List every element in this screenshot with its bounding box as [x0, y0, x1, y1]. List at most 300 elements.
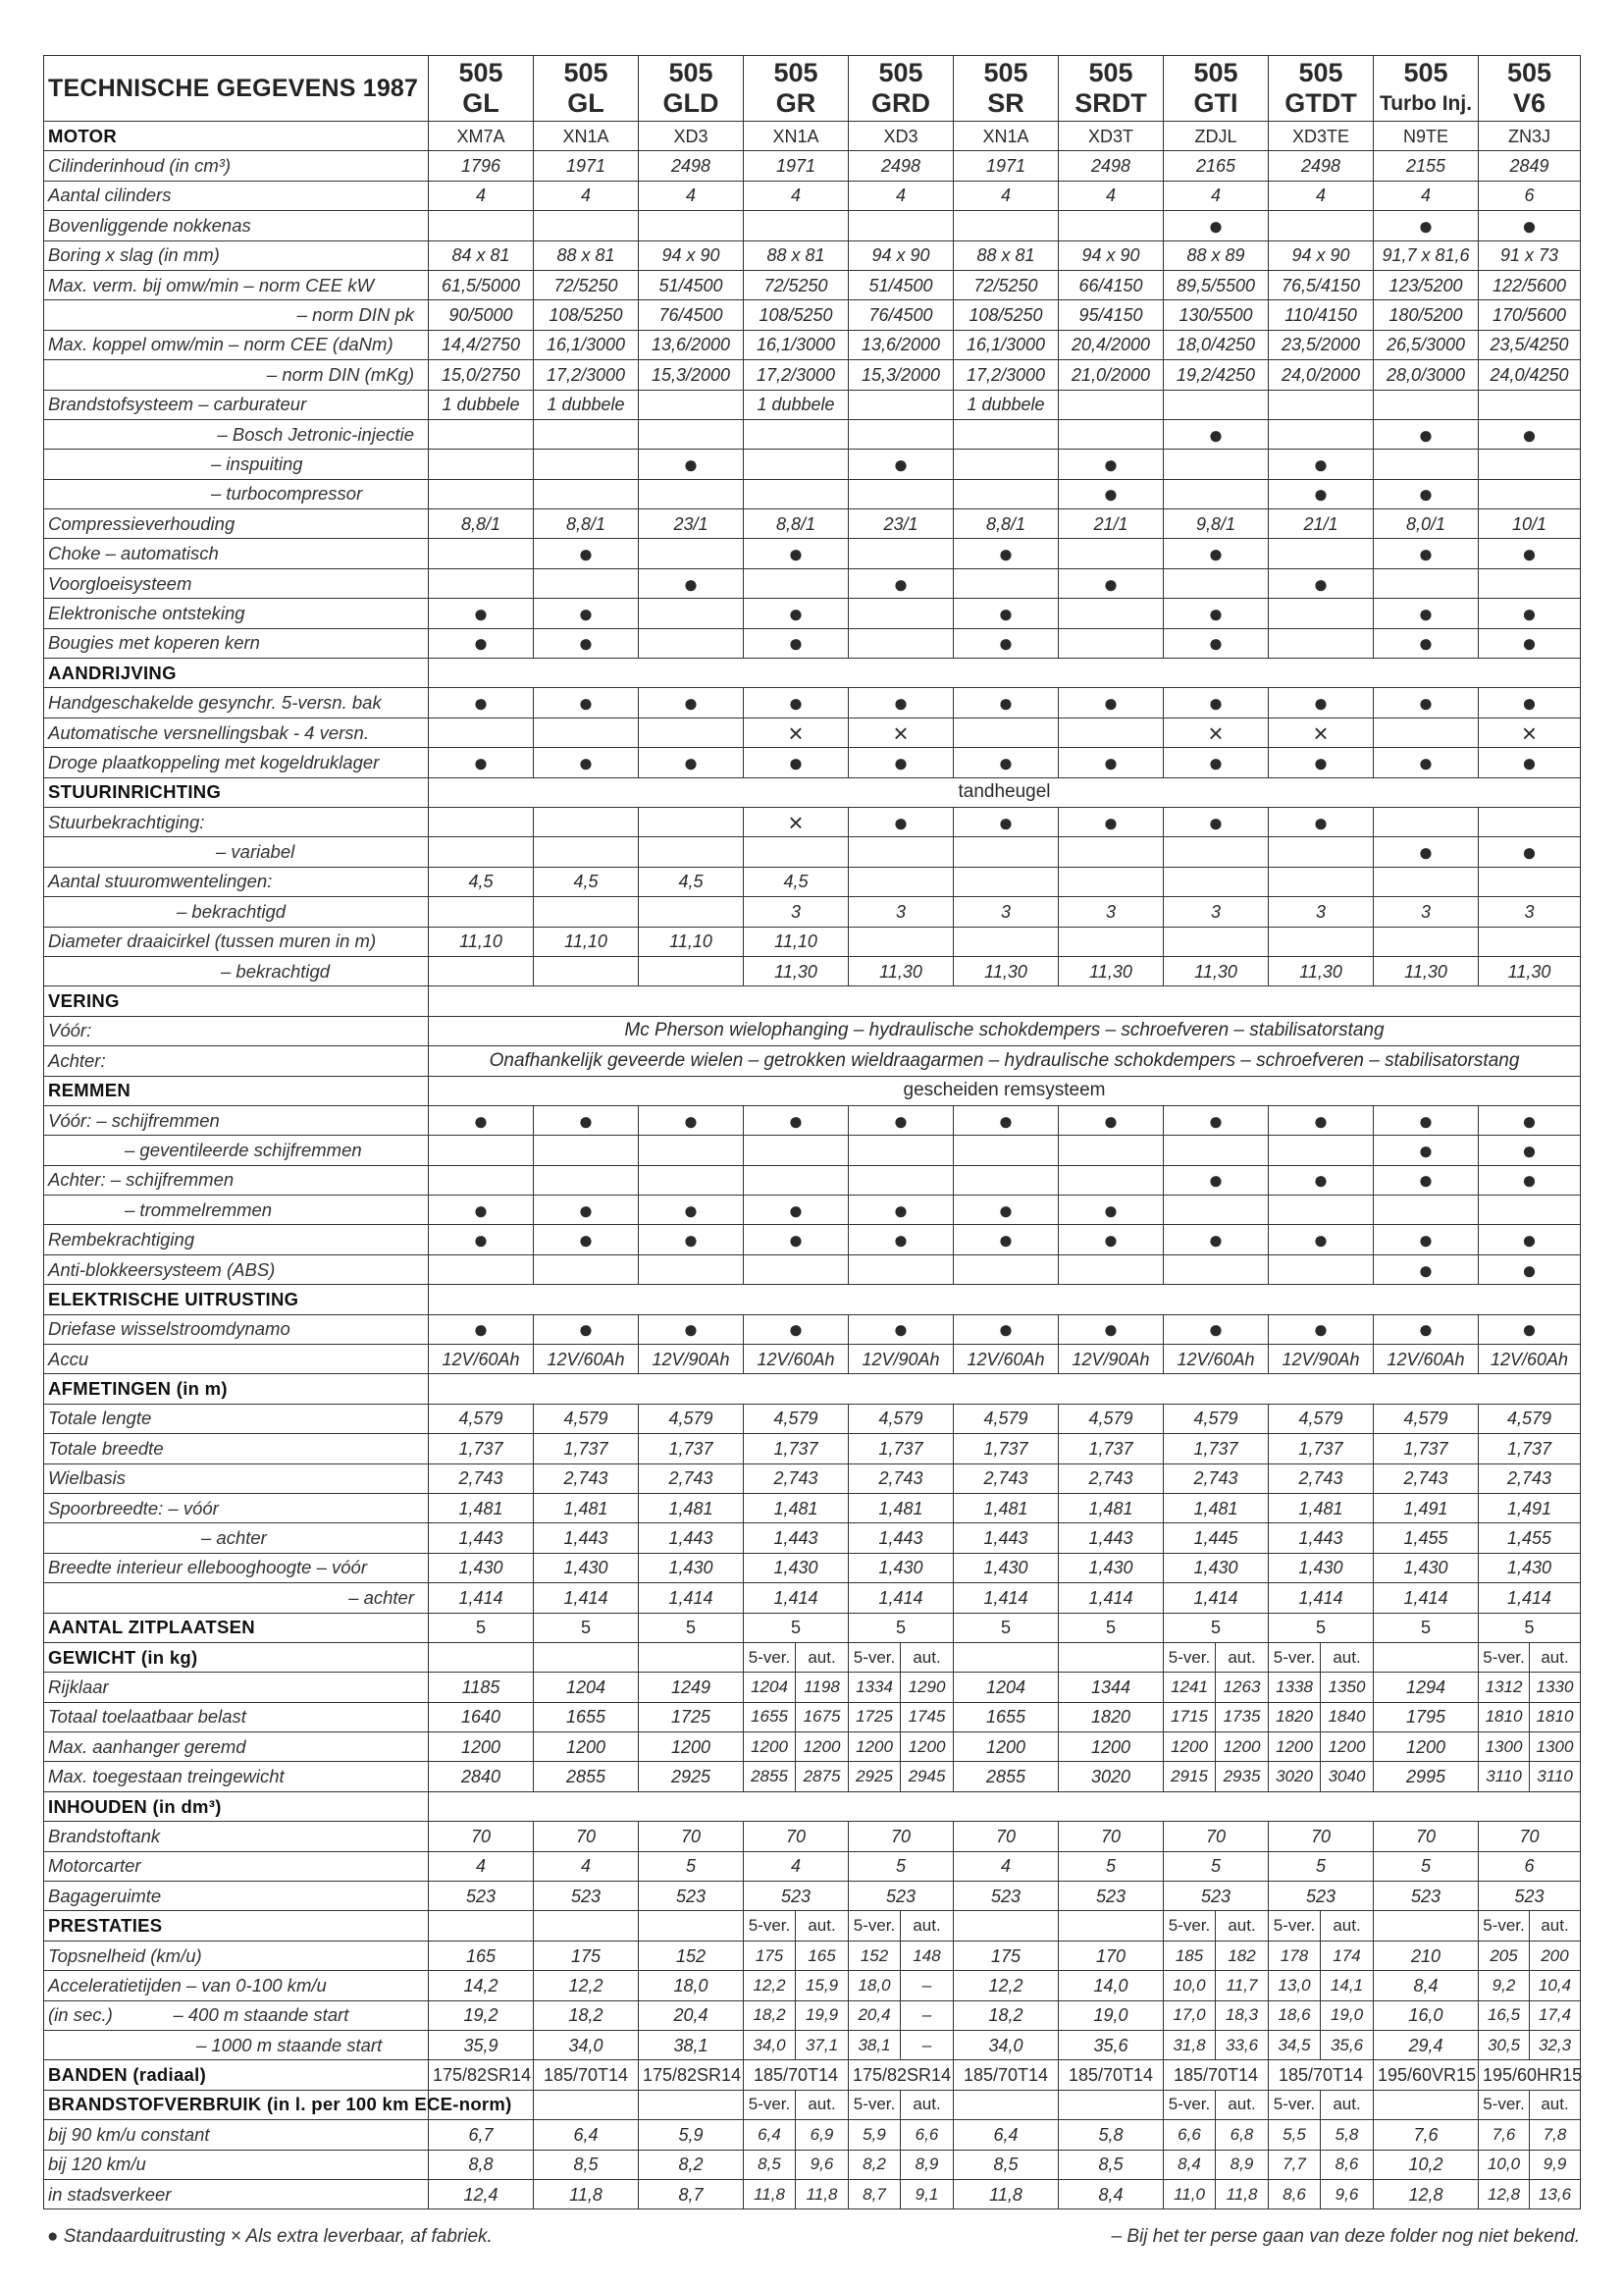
section-heading: AFMETINGEN (in m): [44, 1374, 429, 1404]
row-label: Spoorbreedte: – vóór: [44, 1493, 429, 1522]
row-label: Rembekrachtiging: [44, 1225, 429, 1254]
spec-cell: 185/70T14: [744, 2060, 849, 2090]
spec-cell: ●: [1479, 1254, 1581, 1284]
spec-cell: [639, 628, 744, 658]
spec-cell: 1,737: [639, 1434, 744, 1463]
spec-subcell: aut.: [796, 1911, 849, 1941]
spec-subcell: 1725: [849, 1702, 901, 1731]
spec-cell: 11,8: [954, 2179, 1059, 2208]
spec-cell: ●: [534, 1105, 639, 1135]
spec-subcell: 34,0: [744, 2031, 796, 2060]
model-header: [954, 56, 1059, 122]
spec-cell: [1269, 1136, 1374, 1165]
spec-cell: [639, 1254, 744, 1284]
spec-cell: 108/5250: [954, 300, 1059, 330]
spec-row: [44, 599, 1581, 628]
spec-cell: ●: [639, 1196, 744, 1225]
spec-subcell: 2935: [1216, 1762, 1269, 1791]
spec-cell: 70: [1059, 1822, 1164, 1851]
spec-cell: ●: [1059, 688, 1164, 718]
spec-cell: XD3: [849, 122, 954, 151]
spec-cell: 2855: [954, 1762, 1059, 1791]
section-heading: INHOUDEN (in dm³): [44, 1791, 429, 1821]
spec-subcell: 2945: [901, 1762, 954, 1791]
spec-row: [44, 450, 1581, 479]
spec-cell: 2165: [1164, 151, 1269, 181]
spec-subcell: 7,6: [1479, 2120, 1530, 2150]
spec-cell: XN1A: [534, 122, 639, 151]
spec-cell: 18,2: [954, 2000, 1059, 2030]
spec-cell: [639, 539, 744, 568]
spec-subcell: 18,0: [849, 1971, 901, 2000]
spec-cell: 1971: [744, 151, 849, 181]
spec-cell: 94 x 90: [849, 240, 954, 270]
spec-row: [44, 390, 1581, 419]
spec-cell: 2855: [534, 1762, 639, 1791]
spec-row: [44, 181, 1581, 210]
spec-cell: ●: [1374, 837, 1479, 867]
spec-cell: ×: [1164, 718, 1269, 747]
spec-cell: 11,10: [639, 927, 744, 956]
spec-cell: 1,481: [429, 1493, 534, 1522]
spec-cell: 1,414: [1269, 1583, 1374, 1613]
spec-cell: 14,2: [429, 1971, 534, 2000]
spec-cell: 7,6: [1374, 2120, 1479, 2150]
spec-subcell: 1204: [744, 1673, 796, 1702]
spec-subcell: 1200: [744, 1732, 796, 1762]
spec-cell: 18,0/4250: [1164, 330, 1269, 359]
spec-row: [44, 2000, 1581, 2030]
spec-cell: 72/5250: [534, 270, 639, 299]
spec-cell: 3: [954, 897, 1059, 927]
spec-cell: 8,8/1: [429, 509, 534, 539]
spec-cell: [1059, 837, 1164, 867]
spec-cell: 1249: [639, 1673, 744, 1702]
spec-subcell: 33,6: [1216, 2031, 1269, 2060]
spec-row: [44, 1136, 1581, 1165]
spec-cell: 523: [954, 1882, 1059, 1911]
spec-cell: ●: [1164, 688, 1269, 718]
spec-cell: 8,8: [429, 2150, 534, 2179]
spec-subcell: 5-ver.: [1479, 1642, 1530, 1672]
spec-cell: 4: [1164, 181, 1269, 210]
spec-subcell: 200: [1530, 1941, 1581, 1970]
spec-cell: 21/1: [1269, 509, 1374, 539]
spec-subcell: 5-ver.: [849, 2090, 901, 2119]
spec-cell: [1269, 419, 1374, 449]
row-label: – norm DIN (mKg): [44, 360, 429, 390]
spec-cell: 24,0/2000: [1269, 360, 1374, 390]
spec-cell: 1200: [954, 1732, 1059, 1762]
spec-cell: 6,4: [534, 2120, 639, 2150]
spec-cell: ●: [1164, 807, 1269, 836]
spec-cell: [954, 718, 1059, 747]
spec-cell: 12,2: [534, 1971, 639, 2000]
spec-subcell: 13,6: [1530, 2179, 1581, 2208]
spec-cell: ●: [954, 688, 1059, 718]
spec-cell: [954, 2090, 1059, 2119]
spec-cell: 20,4/2000: [1059, 330, 1164, 359]
spec-cell: ●: [954, 1314, 1059, 1344]
spec-cell: [1479, 568, 1581, 598]
spec-cell: 35,6: [1059, 2031, 1164, 2060]
section-row: [44, 1076, 1581, 1105]
model-version: GLD: [662, 88, 719, 118]
row-label: Accu: [44, 1345, 429, 1374]
spec-cell: 34,0: [954, 2031, 1059, 2060]
spec-cell: 5: [1059, 1851, 1164, 1881]
spec-row: [44, 2031, 1581, 2060]
spec-cell: 11,30: [1479, 956, 1581, 985]
spec-row: [44, 1553, 1581, 1582]
spec-row: [44, 1254, 1581, 1284]
spec-cell: ●: [849, 1196, 954, 1225]
spec-subcell: 1200: [1216, 1732, 1269, 1762]
spec-cell: 91,7 x 81,6: [1374, 240, 1479, 270]
row-label: – variabel: [44, 837, 429, 867]
spec-cell: 11,30: [1269, 956, 1374, 985]
spec-cell: 11,10: [534, 927, 639, 956]
spec-cell: ●: [1374, 419, 1479, 449]
spec-subcell: 2925: [849, 1762, 901, 1791]
spec-subcell: 1200: [849, 1732, 901, 1762]
row-label: Aantal cilinders: [44, 181, 429, 210]
spec-cell: 6,4: [954, 2120, 1059, 2150]
spec-cell: 23,5/4250: [1479, 330, 1581, 359]
spec-cell: 1 dubbele: [429, 390, 534, 419]
row-label: – achter: [44, 1523, 429, 1553]
spec-cell: ●: [429, 1225, 534, 1254]
spec-subcell: 1350: [1321, 1673, 1374, 1702]
spec-cell: 23/1: [849, 509, 954, 539]
spec-row: [44, 509, 1581, 539]
spec-cell: 10/1: [1479, 509, 1581, 539]
spec-cell: 1204: [534, 1673, 639, 1702]
spec-cell: ●: [429, 688, 534, 718]
spec-cell: 1640: [429, 1702, 534, 1731]
spec-cell: ●: [1479, 539, 1581, 568]
spec-subcell: 5-ver.: [744, 2090, 796, 2119]
spec-cell: 76/4500: [639, 300, 744, 330]
spec-cell: [1059, 211, 1164, 240]
spec-row: [44, 330, 1581, 359]
spec-subcell: 8,6: [1321, 2150, 1374, 2179]
spec-cell: 523: [534, 1882, 639, 1911]
spec-cell: 18,0: [639, 1971, 744, 2000]
spec-cell: [1059, 2090, 1164, 2119]
spec-cell: 12V/90Ah: [1059, 1345, 1164, 1374]
spec-subcell: 5-ver.: [1479, 1911, 1530, 1941]
spec-cell: 17,2/3000: [744, 360, 849, 390]
spec-subcell: 1810: [1479, 1702, 1530, 1731]
spec-subcell: 6,6: [901, 2120, 954, 2150]
spec-subcell: 8,4: [1164, 2150, 1216, 2179]
section-heading: REMMEN: [44, 1076, 429, 1105]
spec-cell: ●: [1479, 1165, 1581, 1195]
spec-cell: 12V/90Ah: [849, 1345, 954, 1374]
spec-cell: 1,414: [534, 1583, 639, 1613]
spec-cell: 4: [534, 181, 639, 210]
spec-cell: 4: [744, 1851, 849, 1881]
spec-cell: [849, 211, 954, 240]
spec-subcell: 1735: [1216, 1702, 1269, 1731]
section-row: [44, 986, 1581, 1016]
spec-cell: ●: [1374, 1314, 1479, 1344]
spec-cell: 1204: [954, 1673, 1059, 1702]
spec-cell: 1,443: [1059, 1523, 1164, 1553]
spec-cell: ●: [954, 1105, 1059, 1135]
spec-subcell: 5,8: [1321, 2120, 1374, 2150]
spec-cell: [534, 211, 639, 240]
section-row: [44, 1642, 1581, 1672]
spec-cell: [534, 568, 639, 598]
spec-cell: 1,481: [849, 1493, 954, 1522]
spec-subcell: 185: [1164, 1941, 1216, 1970]
row-label: Brandstofsysteem – carburateur: [44, 390, 429, 419]
spec-cell: 4: [534, 1851, 639, 1881]
spec-cell: 8,5: [954, 2150, 1059, 2179]
spec-subcell: 1200: [796, 1732, 849, 1762]
spec-cell: ●: [429, 628, 534, 658]
spec-cell: [849, 867, 954, 896]
spec-row: [44, 1196, 1581, 1225]
spec-cell: 12V/90Ah: [639, 1345, 744, 1374]
spec-cell: 70: [849, 1822, 954, 1851]
spec-cell: ●: [1164, 1105, 1269, 1135]
spec-cell: ●: [639, 688, 744, 718]
spec-cell: [639, 807, 744, 836]
spec-subcell: 1200: [1321, 1732, 1374, 1762]
spec-cell: 2,743: [1059, 1463, 1164, 1493]
section-row: [44, 1791, 1581, 1821]
spec-cell: [1164, 867, 1269, 896]
spec-cell: 1,737: [954, 1434, 1059, 1463]
spec-cell: ●: [849, 568, 954, 598]
spec-row: [44, 807, 1581, 836]
model-series: 505: [1088, 58, 1133, 87]
spec-cell: ●: [429, 748, 534, 777]
spec-cell: 2,743: [1479, 1463, 1581, 1493]
spec-cell: ●: [1479, 837, 1581, 867]
spec-cell: [1479, 807, 1581, 836]
spec-subcell: 11,7: [1216, 1971, 1269, 2000]
model-version: GTDT: [1284, 88, 1357, 118]
row-label: Vóór: – schijfremmen: [44, 1105, 429, 1135]
spec-row: [44, 270, 1581, 299]
spec-cell: ●: [639, 450, 744, 479]
spec-cell: 70: [1374, 1822, 1479, 1851]
spec-cell: ●: [849, 1314, 954, 1344]
spec-cell: [429, 1642, 534, 1672]
spec-cell: 1200: [534, 1732, 639, 1762]
spec-subcell: 6,6: [1164, 2120, 1216, 2150]
section-row: [44, 1285, 1581, 1314]
spec-subcell: 1334: [849, 1673, 901, 1702]
spec-cell: 95/4150: [1059, 300, 1164, 330]
spec-cell: 4,579: [1269, 1404, 1374, 1433]
spec-subcell: 8,6: [1269, 2179, 1321, 2208]
spec-subcell: 12,2: [744, 1971, 796, 2000]
spec-subcell: 9,2: [1479, 1971, 1530, 2000]
spec-cell: ●: [1059, 568, 1164, 598]
spec-subcell: 19,9: [796, 2000, 849, 2030]
spec-cell: [639, 1911, 744, 1941]
spec-cell: 108/5250: [744, 300, 849, 330]
spec-cell: XD3: [639, 122, 744, 151]
spec-cell: 14,4/2750: [429, 330, 534, 359]
spec-cell: ZDJL: [1164, 122, 1269, 151]
row-label: – Bosch Jetronic-injectie: [44, 419, 429, 449]
spec-cell: [1059, 1165, 1164, 1195]
spec-cell: 4,579: [1164, 1404, 1269, 1433]
spec-subcell: 35,6: [1321, 2031, 1374, 2060]
spec-subcell: 5-ver.: [1269, 2090, 1321, 2119]
spec-cell: [744, 419, 849, 449]
spec-cell: [429, 897, 534, 927]
spec-cell: [1269, 1196, 1374, 1225]
spec-cell: 19,0: [1059, 2000, 1164, 2030]
spec-subcell: 148: [901, 1941, 954, 1970]
spec-cell: [954, 1642, 1059, 1672]
spec-cell: 1,737: [849, 1434, 954, 1463]
spec-cell: 110/4150: [1269, 300, 1374, 330]
spec-cell: 1,481: [744, 1493, 849, 1522]
spec-cell: [534, 807, 639, 836]
spec-cell: 12V/60Ah: [744, 1345, 849, 1374]
spec-cell: ●: [1269, 1314, 1374, 1344]
spec-cell: 76/4500: [849, 300, 954, 330]
spec-cell: ●: [1164, 539, 1269, 568]
row-label: Topsnelheid (km/u): [44, 1941, 429, 1970]
spec-cell: 21/1: [1059, 509, 1164, 539]
spec-cell: 1200: [1374, 1732, 1479, 1762]
spec-row: [44, 2150, 1581, 2179]
section-row: [44, 1374, 1581, 1404]
spec-cell: [429, 1165, 534, 1195]
spec-cell: 15,3/2000: [639, 360, 744, 390]
spec-cell: 523: [744, 1882, 849, 1911]
spec-cell: 4,579: [954, 1404, 1059, 1433]
spec-subcell: 9,6: [1321, 2179, 1374, 2208]
spec-cell: 1,430: [639, 1553, 744, 1582]
spec-subcell: 5,5: [1269, 2120, 1321, 2150]
spec-cell: 16,1/3000: [744, 330, 849, 359]
spec-cell: [1164, 568, 1269, 598]
spec-cell: 2498: [1059, 151, 1164, 181]
spec-cell: [849, 539, 954, 568]
spec-subcell: 30,5: [1479, 2031, 1530, 2060]
spec-cell: [1269, 539, 1374, 568]
spanning-value: tandheugel: [429, 777, 1581, 807]
spec-cell: 20,4: [639, 2000, 744, 2030]
section-heading: AANDRIJVING: [44, 659, 429, 688]
section-heading: GEWICHT (in kg): [44, 1642, 429, 1672]
spec-subcell: 9,9: [1530, 2150, 1581, 2179]
spec-cell: [639, 211, 744, 240]
spec-cell: 4: [429, 1851, 534, 1881]
row-label: Totaal toelaatbaar belast: [44, 1702, 429, 1731]
spec-cell: ●: [1269, 479, 1374, 508]
spec-cell: ●: [1269, 1105, 1374, 1135]
spec-cell: ●: [1374, 628, 1479, 658]
spec-cell: 38,1: [639, 2031, 744, 2060]
spec-cell: 1,737: [1269, 1434, 1374, 1463]
spec-subcell: 3020: [1269, 1762, 1321, 1791]
spec-cell: 5: [534, 1613, 639, 1642]
spec-cell: 12V/90Ah: [1269, 1345, 1374, 1374]
spec-cell: ●: [744, 1225, 849, 1254]
spec-cell: 16,0: [1374, 2000, 1479, 2030]
spec-subcell: 18,3: [1216, 2000, 1269, 2030]
spec-cell: 9,8/1: [1164, 509, 1269, 539]
spec-cell: 70: [1269, 1822, 1374, 1851]
model-series: 505: [983, 58, 1028, 87]
spec-row: [44, 2179, 1581, 2208]
spec-cell: [1059, 1136, 1164, 1165]
spec-cell: [1374, 2090, 1479, 2119]
spec-cell: 88 x 89: [1164, 240, 1269, 270]
spec-cell: [1164, 1136, 1269, 1165]
spec-cell: ●: [1374, 211, 1479, 240]
spec-row: [44, 2120, 1581, 2150]
spec-cell: 2995: [1374, 1762, 1479, 1791]
spec-subcell: 1745: [901, 1702, 954, 1731]
spec-cell: [1269, 837, 1374, 867]
spec-cell: 1,414: [639, 1583, 744, 1613]
spec-row: [44, 718, 1581, 747]
spec-cell: 1,481: [1269, 1493, 1374, 1522]
spec-cell: 1,737: [534, 1434, 639, 1463]
spec-cell: 88 x 81: [744, 240, 849, 270]
spec-cell: 1,737: [1164, 1434, 1269, 1463]
spec-cell: 1 dubbele: [534, 390, 639, 419]
row-label: Cilinderinhoud (in cm³): [44, 151, 429, 181]
spec-cell: ●: [849, 807, 954, 836]
spec-cell: 1,414: [1164, 1583, 1269, 1613]
spec-subcell: 1312: [1479, 1673, 1530, 1702]
spec-subcell: aut.: [1530, 1642, 1581, 1672]
spec-subcell: 174: [1321, 1941, 1374, 1970]
spec-cell: [429, 807, 534, 836]
spec-cell: 18,2: [534, 2000, 639, 2030]
spec-cell: ZN3J: [1479, 122, 1581, 151]
row-label: Diameter draaicirkel (tussen muren in m): [44, 927, 429, 956]
spec-cell: 2,743: [1269, 1463, 1374, 1493]
row-label: – inspuiting: [44, 450, 429, 479]
spec-cell: [534, 1136, 639, 1165]
spec-cell: ●: [744, 688, 849, 718]
spec-cell: 3: [849, 897, 954, 927]
spec-cell: ×: [849, 718, 954, 747]
spanning-value: Onafhankelijk geveerde wielen – getrokken wieldraagarmen – hydraulische schokdempers – schroefveren – stabilisatorstang: [429, 1046, 1581, 1076]
spec-cell: 23/1: [639, 509, 744, 539]
spec-cell: [954, 568, 1059, 598]
spec-cell: [1479, 390, 1581, 419]
spec-cell: 16,1/3000: [954, 330, 1059, 359]
row-label: Compressieverhouding: [44, 509, 429, 539]
spanning-value: [429, 1285, 1581, 1314]
spec-row: [44, 1225, 1581, 1254]
spanning-value: [429, 986, 1581, 1016]
spec-row: [44, 1702, 1581, 1731]
row-label: – norm DIN pk: [44, 300, 429, 330]
spec-cell: ●: [639, 748, 744, 777]
spec-cell: [429, 1254, 534, 1284]
spec-cell: 1200: [1059, 1732, 1164, 1762]
spec-cell: ×: [744, 807, 849, 836]
spec-cell: 70: [1479, 1822, 1581, 1851]
spec-subcell: 3040: [1321, 1762, 1374, 1791]
